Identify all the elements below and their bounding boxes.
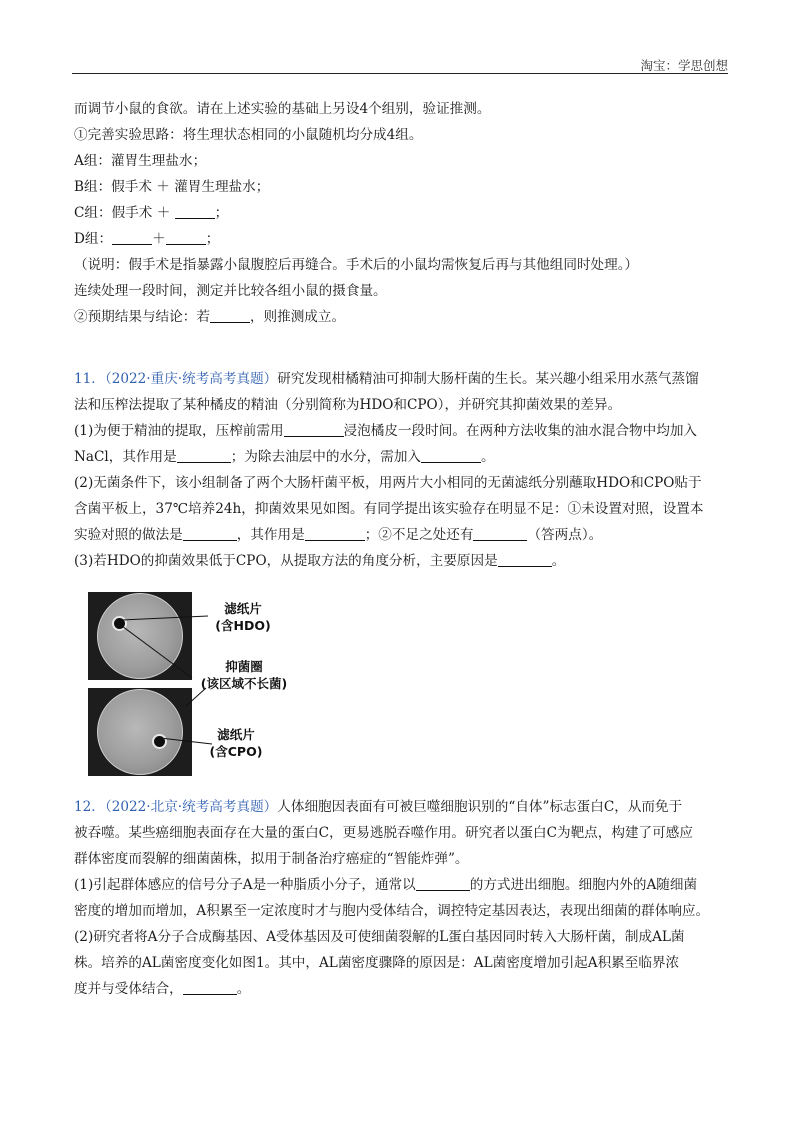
text-line: 而调节小鼠的食欲。请在上述实验的基础上另设4个组别，验证推测。 [74,101,491,117]
text-line: A组：灌胃生理盐水； [74,153,207,169]
text-line: 含菌平板上，37℃培养24h，抑菌效果见如图。有同学提出该实验存在明显不足：①未设置对照，设置本 [74,501,704,517]
question-11: 11．（2022·重庆·统考高考真题）研究发现柑橘精油可抑制大肠杆菌的生长。某兴趣小组采用水蒸气蒸馏 法和压榨法提取了某种橘皮的精油（分别简称为HDO和CPO），并研究其抑菌效果的差异。 (1)为便于精油的提取，压榨前需用 浸泡橘皮一段时间。在两种方法收集的油水混合物中均加入 NaCl，其作用是 ；为除去油层中的水分，需加入 。 (2)无菌条件下，该小组制备了两个大肠杆菌平板，用两片大小相同的无菌滤纸分别蘸取HDO和CPO贴于 含菌平板上，37℃培养24h，抑菌效果见如图。有同学提出该实验存在明显不足：①未设置对照，设置本 实验对照的做法是 ，其作用是 ；②不足之处还有 （答两点）。 (3)若HDO的抑菌效果低于CPO，从提取方法的角度分析，主要原因是 。 滤纸片 (含HDO) 抑菌圈 (该区域不长菌) 滤纸片 (含CPO) [74,366,734,782]
question-number: 12． [74,799,105,815]
answer-blank[interactable] [183,524,237,541]
answer-blank[interactable] [498,550,552,567]
label-filter-hdo: 滤纸片 (含HDO) [215,601,271,633]
answer-blank[interactable] [284,420,344,437]
answer-blank[interactable] [183,978,237,995]
header-rule [72,73,728,74]
page-content [74,96,734,1002]
answer-blank[interactable] [416,874,470,891]
c-group-line: C组：假手术 ＋ ； [74,200,734,226]
text-line: 株。培养的AL菌密度变化如图1。其中，AL菌密度骤降的原因是：AL菌密度增加引起A积累至临界浓 [74,955,680,971]
header-source: 淘宝：学思创想 [640,58,728,73]
d-group-line: D组： ＋ ； [74,226,734,252]
answer-blank[interactable] [166,228,206,245]
predict-line: ②预期结果与结论：若 ，则推测成立。 [74,304,734,330]
answer-blank[interactable] [473,524,527,541]
text-line: ①完善实验思路：将生理状态相同的小鼠随机均分成4组。 [74,127,423,143]
text-line: (2)研究者将A分子合成酶基因、A受体基因及可使细菌裂解的L蛋白基因同时转入大肠杆菌，制成AL菌 [74,929,685,945]
question-12: 12．（2022·北京·统考高考真题）人体细胞因表面有可被巨噬细胞识别的“自体”标志蛋白C，从而免于 被吞噬。某些癌细胞表面存在大量的蛋白C，更易逃脱吞噬作用。研究者以蛋白C为靶点，构建了可感应 群体密度而裂解的细菌菌株，拟用于制备治疗癌症的“智能炸弹”。 (1)引起群体感应的信号分子A是一种脂质小分子，通常以 的方式进出细胞。细胞内外的A随细菌 密度的增加而增加，A积累至一定浓度时才与胞内受体结合，调控特定基因表达，表现出细菌的群体响应。 (2)研究者将A分子合成酶基因、A受体基因及可使细菌裂解的L蛋白基因同时转入大肠杆菌，制成AL菌 株。培养的AL菌密度变化如图1。其中，AL菌密度骤降的原因是：AL菌密度增加引起A积累至临界浓 度并与受体结合， 。 [74,794,734,1002]
question-source: （2022·重庆·统考高考真题） [104,371,278,387]
text-line: 连续处理一段时间，测定并比较各组小鼠的摄食量。 [74,283,387,299]
text-line: (2)无菌条件下，该小组制备了两个大肠杆菌平板，用两片大小相同的无菌滤纸分别蘸取HDO和CPO贴于 [74,475,702,491]
note-line: （说明：假手术是指暴露小鼠腹腔后再缝合。手术后的小鼠均需恢复后再与其他组同时处理。） [74,257,639,273]
label-inhibition-zone: 抑菌圈 (该区域不长菌) [200,659,288,691]
answer-blank[interactable] [175,202,215,219]
question-source: （2022·北京·统考高考真题） [104,799,278,815]
answer-blank[interactable] [421,446,481,463]
question-number: 11． [74,371,105,387]
text-line: 密度的增加而增加，A积累至一定浓度时才与胞内受体结合，调控特定基因表达，表现出细菌的群体响应。 [74,903,710,919]
answer-blank[interactable] [210,306,250,323]
text-line: 法和压榨法提取了某种橘皮的精油（分别简称为HDO和CPO），并研究其抑菌效果的差异。 [74,397,622,413]
answer-blank[interactable] [305,524,365,541]
answer-blank[interactable] [177,446,231,463]
text-line: 群体密度而裂解的细菌菌株，拟用于制备治疗癌症的“智能炸弹”。 [74,851,469,867]
petri-dish-figure [88,592,388,782]
answer-blank[interactable] [112,228,152,245]
text-line: 被吞噬。某些癌细胞表面存在大量的蛋白C，更易逃脱吞噬作用。研究者以蛋白C为靶点，构建了可感应 [74,825,693,841]
label-filter-cpo: 滤纸片 (含CPO) [209,727,263,759]
text-line: B组：假手术 ＋ 灌胃生理盐水； [74,179,270,195]
